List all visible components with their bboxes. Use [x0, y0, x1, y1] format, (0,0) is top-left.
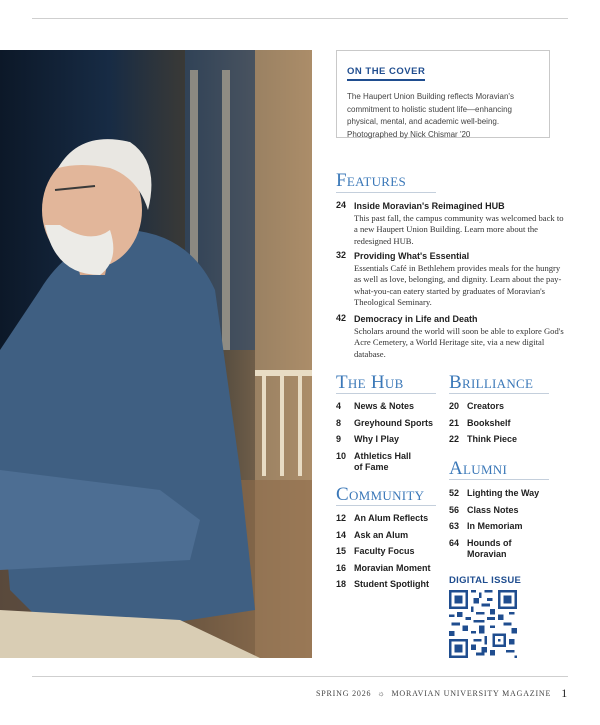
- toc-page-number: 63: [449, 521, 460, 531]
- toc-title: In Memoriam: [467, 521, 523, 531]
- toc-page-number: 52: [449, 488, 460, 498]
- feature-title: Democracy in Life and Death: [354, 314, 478, 324]
- features-heading: Features: [336, 170, 407, 191]
- brilliance-heading-rule: [449, 393, 549, 394]
- toc-page-number: 8: [336, 417, 342, 428]
- top-rule: [32, 18, 568, 19]
- bottom-rule: [32, 676, 568, 677]
- toc-item[interactable]: [449, 538, 567, 564]
- toc-item[interactable]: [336, 546, 454, 563]
- features-heading-rule: [336, 192, 436, 193]
- alumni-heading-rule: [449, 479, 549, 480]
- feature-page-number: 32: [336, 250, 347, 260]
- toc-title: Greyhound Sports: [354, 417, 434, 428]
- toc-page-number: 9: [336, 434, 342, 444]
- toc-title: Student Spotlight: [354, 579, 429, 589]
- footer-issue: SPRING 2026: [316, 689, 372, 698]
- toc-page-number: 22: [449, 434, 460, 444]
- toc-title: News & Notes: [354, 401, 415, 411]
- toc-page-number: 10: [336, 450, 347, 461]
- toc-title: Why I Play: [354, 434, 400, 444]
- toc-page-number: 64: [449, 537, 460, 548]
- toc-title: Athletics Hall of Fame: [354, 450, 412, 472]
- brilliance-list: [449, 401, 567, 451]
- footer-magazine-name: MORAVIAN UNIVERSITY MAGAZINE: [391, 689, 552, 698]
- toc-item[interactable]: [449, 418, 567, 435]
- digital-issue-title: DIGITAL ISSUE: [449, 575, 522, 586]
- toc-page-number: 15: [336, 546, 347, 556]
- cover-photo-illustration: [0, 50, 312, 658]
- feature-page-number: 42: [336, 313, 347, 323]
- toc-title: Bookshelf: [467, 417, 511, 428]
- feature-title: Inside Moravian's Reimagined HUB: [354, 201, 505, 211]
- toc-title: Faculty Focus: [354, 546, 415, 556]
- page-footer: [316, 686, 568, 701]
- feature-description: This past fall, the campus community was welcomed back to a new Haupert Union Building. Learn more about the redesigned HUB.: [354, 213, 564, 246]
- toc-item[interactable]: [336, 579, 454, 596]
- toc-item[interactable]: [336, 434, 454, 451]
- feature-title: Providing What's Essential: [354, 251, 470, 261]
- toc-title: Moravian Moment: [354, 562, 431, 573]
- toc-item[interactable]: [336, 530, 454, 547]
- on-the-cover-title: ON THE COVER: [347, 66, 425, 81]
- toc-page-number: 4: [336, 401, 342, 411]
- toc-title: Creators: [467, 401, 505, 411]
- feature-item[interactable]: [336, 313, 566, 360]
- toc-title: Hounds of Moravian: [467, 537, 512, 559]
- toc-page-number: 14: [336, 529, 347, 540]
- toc-item[interactable]: [336, 418, 454, 435]
- toc-item[interactable]: [449, 488, 567, 505]
- toc-item[interactable]: [449, 521, 567, 538]
- toc-title: Think Piece: [467, 434, 518, 444]
- toc-item[interactable]: [449, 401, 567, 418]
- toc-title: Lighting the Way: [467, 488, 540, 498]
- toc-item[interactable]: [336, 563, 454, 580]
- toc-page-number: 12: [336, 513, 347, 523]
- brilliance-heading: Brilliance: [449, 372, 534, 393]
- the-hub-heading: The Hub: [336, 372, 404, 393]
- alumni-list: [449, 488, 567, 564]
- cover-photo: [0, 50, 312, 658]
- on-the-cover-box: [336, 50, 550, 138]
- toc-title: An Alum Reflects: [354, 513, 429, 523]
- toc-title: Ask an Alum: [354, 529, 409, 540]
- toc-page-number: 20: [449, 401, 460, 411]
- on-the-cover-caption: The Haupert Union Building reflects Moravian's commitment to holistic student life—enhancing physical, mental, and academic well-being. Photographed by Nick Chismar '20: [347, 92, 514, 139]
- the-hub-list: [336, 401, 454, 477]
- feature-item[interactable]: [336, 250, 566, 309]
- toc-page-number: 21: [449, 417, 460, 428]
- toc-item[interactable]: [336, 513, 454, 530]
- toc-item[interactable]: [449, 505, 567, 522]
- toc-title: Class Notes: [467, 504, 519, 515]
- page-number: 1: [561, 686, 568, 700]
- toc-page-number: 16: [336, 562, 347, 573]
- toc-item[interactable]: [449, 434, 567, 451]
- community-list: [336, 513, 454, 596]
- sun-icon: ☼: [377, 689, 386, 698]
- feature-item[interactable]: [336, 200, 566, 247]
- community-heading-rule: [336, 505, 436, 506]
- alumni-heading: Alumni: [449, 458, 508, 479]
- toc-item[interactable]: [336, 451, 454, 477]
- toc-page-number: 18: [336, 579, 347, 589]
- feature-description: Essentials Café in Bethlehem provides meals for the hungry as well as love, belonging, and dignity. Learn about the pay-what-you-can eatery started by graduates of Moravian's Theological Seminary.: [354, 263, 562, 308]
- the-hub-heading-rule: [336, 393, 436, 394]
- toc-page-number: 56: [449, 504, 460, 515]
- qr-code-icon[interactable]: [449, 590, 517, 658]
- feature-description: Scholars around the world will soon be able to explore God's Acre Cemetery, a World Heritage site, via a new digital database.: [354, 326, 564, 359]
- toc-item[interactable]: [336, 401, 454, 418]
- feature-page-number: 24: [336, 200, 347, 210]
- community-heading: Community: [336, 484, 425, 505]
